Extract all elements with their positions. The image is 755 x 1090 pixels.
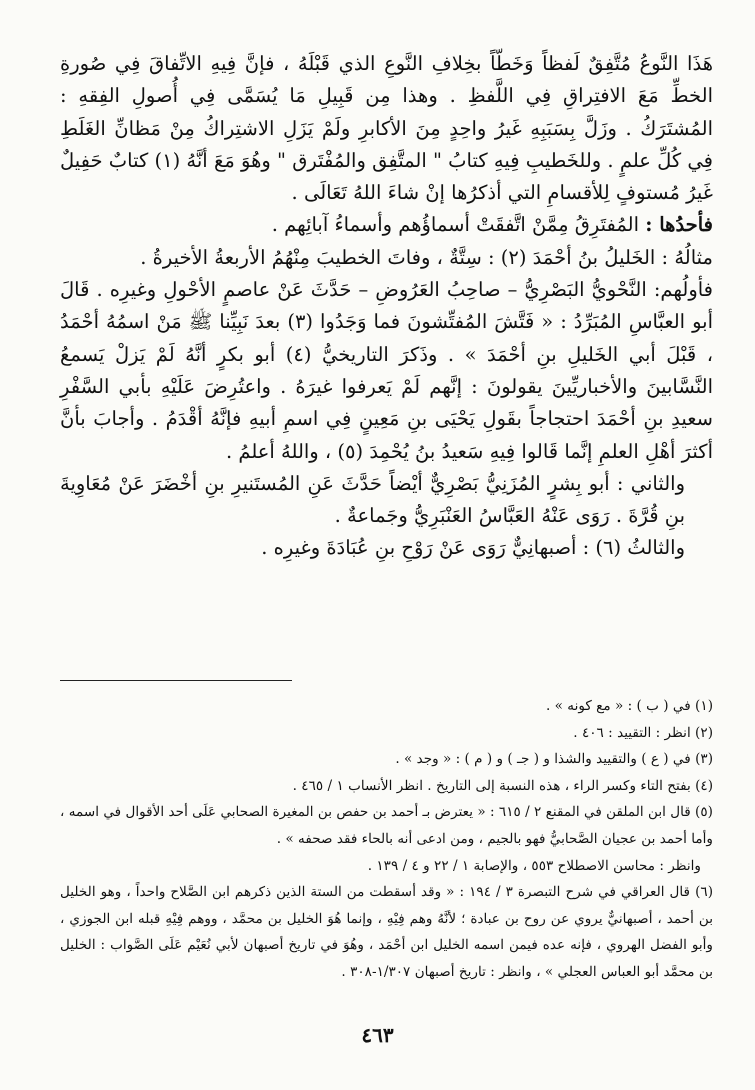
footnote-3: (٣) في ( ع ) والتقييد والشذا و ( جـ ) و ( م ) : « وجد » . xyxy=(395,751,713,768)
footnote-5: (٥) قال ابن الملقن في المقنع ٢ / ٦١٥ : « يعترض بـ أحمد بن حفص بن المغيرة الصحابي عَلَى أحد الأقوال في اسمه ، وأما أحمد بن عجيان الصَّحابيُّ فهو بالجيم ، ومن ادعى أنه بالحاء فقد صحفه » . xyxy=(60,804,713,847)
footnote-separator xyxy=(60,680,292,681)
paragraph-third-person: والثالثُ (٦) : أصبهانِيٌّ رَوَى عَنْ رَوْحِ بنِ عُبَادَةَ وغيرِه . xyxy=(261,536,685,560)
paragraph-first-section xyxy=(60,209,713,241)
paragraph-second-person: والثاني : أبو بِشرٍ المُزَنِيُّ بَصْرِيٌّ أيْضاً حَدَّثَ عَنِ المُستَنيرِ بنِ أخْضَرَ عَنْ مُعَاوِيةَ بنِ قُرَّةَ . رَوَى عَنْهُ العَبَّاسُ العَنْبَرِيُّ وجَماعةٌ . xyxy=(60,471,685,528)
footnote-4: (٤) بفتح التاء وكسر الراء ، هذه النسبة إلى التاريخ . انظر الأنساب ١ / ٤٦٥ . xyxy=(292,777,713,794)
main-text xyxy=(60,48,713,565)
paragraph-intro: هَذَا النَّوعُ مُتَّفِقٌ لَفظاً وَخَطّاً بخِلافِ النَّوعِ الذي قَبْلَهُ ، فإنَّ فِيهِ الاتِّفاقَ فِي صُورةِ الخطِّ مَعَ الافتِراقِ فِي اللَّفظِ . وهذا مِن قَبِيلِ مَا يُسَمَّى فِي أُصولِ الفِقهِ : المُشتَرَكُ . وزَلَّ بِسَبَبِهِ غَيرُ واحِدٍ مِنَ الأكابرِ ولَمْ يَزَلِ الاشتِراكُ مِنْ مَظانِّ الغَلَطِ فِي كُلِّ علمٍ . وللخَطيبِ فِيهِ كتابُ " المتَّفِق والمُفْتَرق " وهُوَ مَعَ أنَّهُ (١) كتابٌ حَفِيلٌ غَيرُ مُستوفٍ لِلأقسامِ التي أذكرُها إنْ شاءَ اللهُ تَعَالَى . xyxy=(60,52,713,205)
paragraph-first-person: فأولُهم: النَّحْويُّ البَصْرِيُّ – صاحِبُ العَرُوضِ – حَدَّثَ عَنْ عاصمٍ الأحْولِ وغيرِه . قَالَ أبو العبَّاسِ المُبَرِّدُ : « فَتَّشَ المُفتِّشونَ فما وَجَدُوا (٣) بعدَ نَبِيِّنا ﷺ مَنْ اسمُهُ أحْمَدُ ، قَبْلَ أبي الخَليلِ بنِ أحْمَدَ » . وذَكرَ التاريخيُّ (٤) أبو بكرٍ أنَّهُ لَمْ يَزلْ يَسمعُ النَّسَّابينَ والأخباريِّينَ يقولونَ : إنَّهم لَمْ يَعرفوا غيرَهُ . واعتُرِضَ عَلَيْهِ بأبي السَّفْرِ سعيدِ بنِ أحْمَدَ احتجاجاً بقَولِ يَحْيَى بنِ مَعِينٍ فِي اسمِ أبيهِ فإنَّهُ أقْدَمُ . وأجابَ بأنَّ أكثرَ أهْلِ العلمِ إنَّما قَالوا فِيهِ سَعيدُ بنُ يُحْمِدَ (٥) ، واللهُ أعلمُ . xyxy=(60,278,714,463)
section-heading-text: المُفتَرِقُ مِمَّنْ اتَّفقَتْ أسماؤُهم وأسماءُ آبائِهم . xyxy=(271,213,646,237)
footnote-2: (٢) انظر : التقييد : ٤٠٦ . xyxy=(573,724,713,741)
footnote-5-continued: وانظر : محاسن الاصطلاح ٥٥٣ ، والإصابة ١ / ٢٢ و ٤ / ١٣٩ . xyxy=(367,857,701,874)
footnotes xyxy=(60,693,713,986)
section-heading: فأحدُها : xyxy=(645,213,713,237)
page-number: ٤٦٣ xyxy=(361,1023,394,1047)
paragraph-example: مثالُهُ : الخَليلُ بنُ أحْمَدَ (٢) : سِتَّةٌ ، وفاتَ الخطيبَ مِنْهُمُ الأربعةُ الأخيرةُ . xyxy=(140,245,713,269)
footnote-6: (٦) قال العراقي في شرح التبصرة ٣ / ١٩٤ : « وقد أسقطت من الستة الذين ذكرهم ابن الصَّلاح واحداً ، وهو الخليل بن أحمد ، أصبهانيٌّ يروي عن روح بن عبادة ؛ لأنَّهُ وهم فِيْهِ ، وإنما هُوَ الخليل بن محمَّد ، ووهم فِيْهِ قبله ابن الجوزي ، وأبو الفضل الهروي ، فإنه عده فيمن اسمه الخليل ابن أحْمَد ، وهُوَ في تاريخ أصبهان لأبي نُعَيْم عَلَى الصَّواب : الخليل بن محمَّد أبو العباس العجلي » ، وانظر : تاريخ أصبهان ١/٣٠٧-٣٠٨ . xyxy=(60,884,713,980)
footnote-1: (١) في ( ب ) : « مع كونه » . xyxy=(546,698,713,714)
